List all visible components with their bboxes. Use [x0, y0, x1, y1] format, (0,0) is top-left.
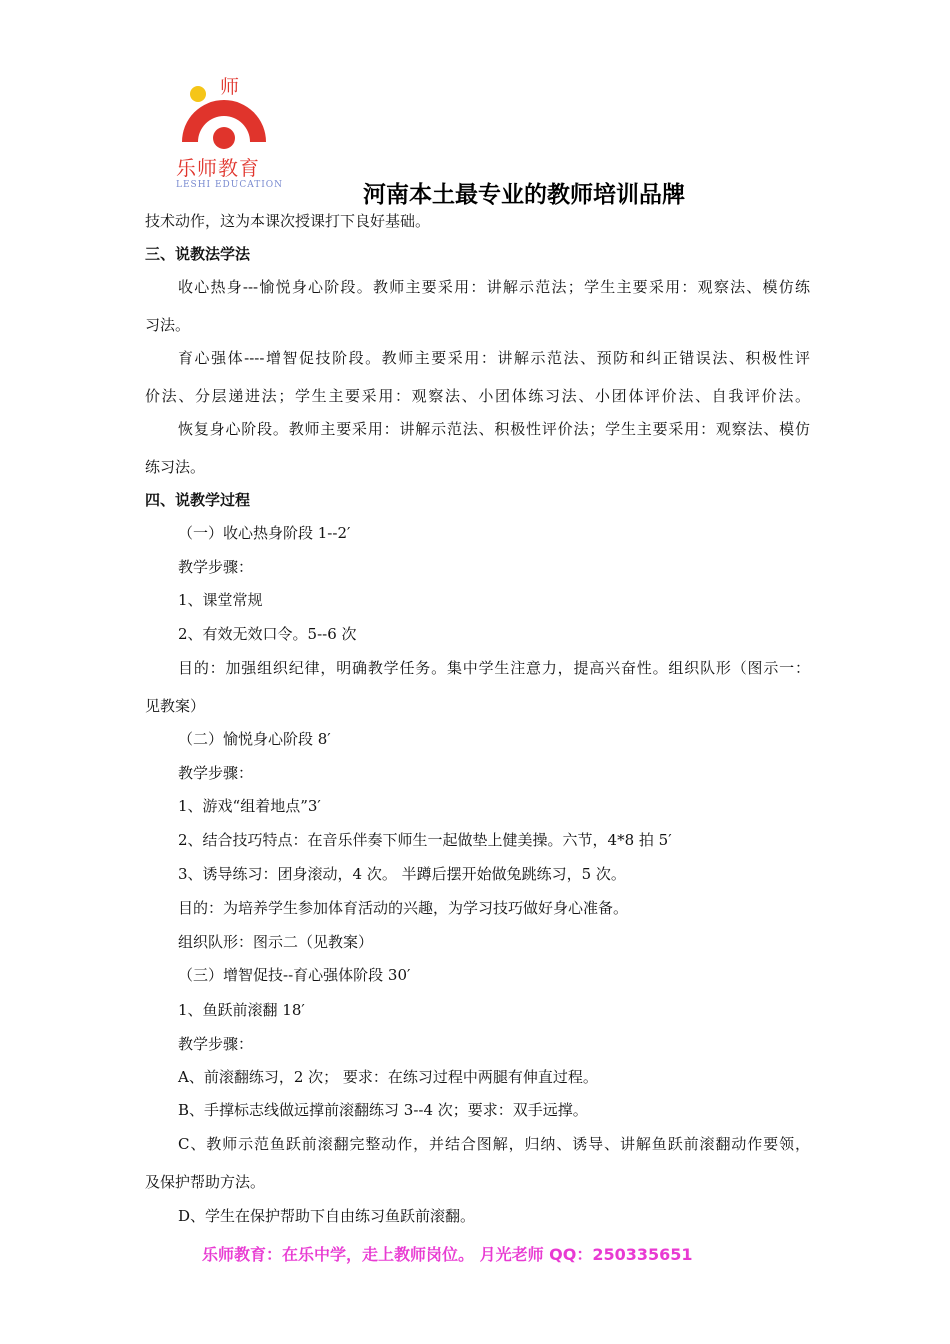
paragraph-line: 2、有效无效口令。5--6 次: [178, 625, 357, 643]
paragraph-line: 收心热身---愉悦身心阶段。教师主要采用：讲解示范法；学生主要采用：观察法、模仿练: [178, 278, 810, 296]
paragraph-line: 1、课堂常规: [178, 591, 263, 609]
logo-badge-char: 师: [220, 76, 240, 98]
section-heading: 四、说教学过程: [145, 491, 251, 509]
paragraph-line: 组织队形：图示二（见教案）: [178, 933, 374, 951]
paragraph-line: 恢复身心阶段。教师主要采用：讲解示范法、积极性评价法；学生主要采用：观察法、模仿: [178, 420, 810, 438]
logo-name-en: LESHI EDUCATION: [176, 180, 284, 190]
paragraph-line: C、教师示范鱼跃前滚翻完整动作，并结合图解，归纳、诱导、讲解鱼跃前滚翻动作要领，: [178, 1135, 810, 1153]
paragraph-line: A、前滚翻练习，2 次； 要求：在练习过程中两腿有伸直过程。: [178, 1068, 598, 1086]
paragraph-line: B、手撑标志线做远撑前滚翻练习 3--4 次；要求：双手远撑。: [178, 1101, 588, 1119]
section-heading: 三、说教法学法: [145, 245, 251, 263]
paragraph-line: 目的：加强组织纪律，明确教学任务。集中学生注意力，提高兴奋性。组织队形（图示一：: [178, 659, 810, 677]
paragraph-line: 及保护帮助方法。: [145, 1173, 266, 1191]
paragraph-line: 1、鱼跃前滚翻 18′: [178, 1001, 305, 1019]
paragraph-line: 目的：为培养学生参加体育活动的兴趣，为学习技巧做好身心准备。: [178, 899, 629, 917]
paragraph-line: 习法。: [145, 316, 191, 334]
paragraph-line: 教学步骤：: [178, 558, 254, 576]
paragraph-line: 见教案）: [145, 697, 206, 715]
page-header-title: 河南本土最专业的教师培训品牌: [363, 182, 685, 208]
logo-name-cn: 乐师教育: [176, 156, 260, 180]
paragraph-line: （一）收心热身阶段 1--2′: [178, 524, 351, 542]
paragraph-line: （二）愉悦身心阶段 8′: [178, 730, 331, 748]
paragraph-line: 3、诱导练习：团身滚动，4 次。 半蹲后摆开始做兔跳练习，5 次。: [178, 865, 626, 883]
paragraph-line: 育心强体----增智促技阶段。教师主要采用：讲解示范法、预防和纠正错误法、积极性评: [178, 349, 810, 367]
page-footer: 乐师教育：在乐中学，走上教师岗位。 月光老师 QQ：250335651: [202, 1245, 693, 1264]
paragraph-line: 价法、分层递进法；学生主要采用：观察法、小团体练习法、小团体评价法、自我评价法。: [145, 387, 810, 405]
leshi-logo: [170, 70, 284, 195]
paragraph-line: （三）增智促技--育心强体阶段 30′: [178, 966, 411, 984]
paragraph-line: 2、结合技巧特点：在音乐伴奏下师生一起做垫上健美操。六节，4*8 拍 5′: [178, 831, 672, 849]
paragraph-line: 练习法。: [145, 458, 206, 476]
paragraph-line: 教学步骤：: [178, 1035, 254, 1053]
paragraph-line: D、学生在保护帮助下自由练习鱼跃前滚翻。: [178, 1207, 476, 1225]
paragraph-line: 教学步骤：: [178, 764, 254, 782]
paragraph-line: 1、游戏“组着地点”3′: [178, 797, 321, 815]
paragraph-line: 技术动作，这为本课次授课打下良好基础。: [145, 212, 431, 230]
